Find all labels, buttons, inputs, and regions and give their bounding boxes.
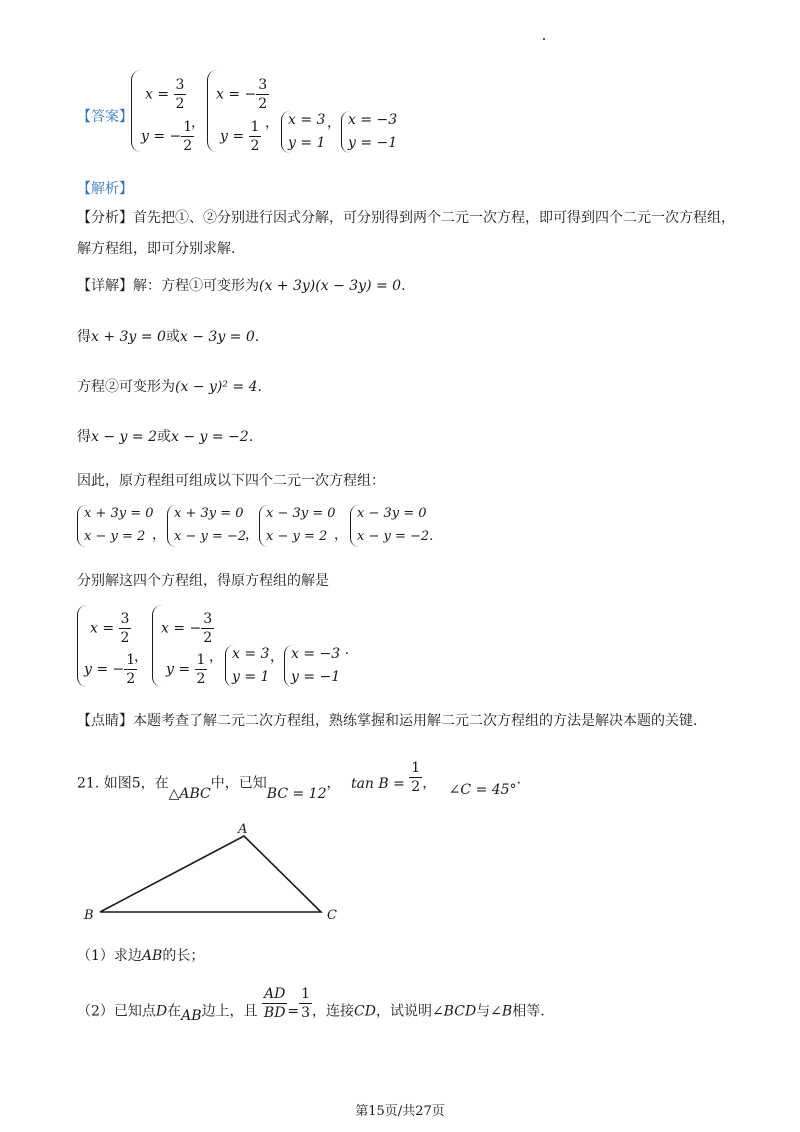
detail-line1: 【详解】解：方程①可变形为(x + 3y)(x − 3y) = 0. — [77, 278, 406, 294]
q21-part1: （1）求边AB的长； — [77, 948, 205, 964]
answer-s3-b: y = 1 — [288, 135, 326, 151]
answer-s2-b: y = $\frac{1}{2}$ — [220, 119, 260, 154]
vertex-b-label: B — [84, 908, 94, 923]
detail-line2: 得x + 3y = 0或x − 3y = 0. — [77, 329, 260, 345]
system-1-b: x − y = 2 — [84, 529, 146, 544]
analysis-label: 【解析】 — [77, 181, 133, 197]
solution-s1-b: y = − $\frac{1}{2}$ — [84, 652, 136, 687]
triangle-figure — [80, 820, 350, 930]
vertex-c-label: C — [327, 908, 337, 923]
q21-line: 21. 如图5，在△ABC中，已知BC = 12， tan B = $\frac{1}{2}$ ， ∠C = 45°· — [77, 760, 522, 802]
q21-part2: （2）已知点D在AB边上，且 $\frac{AD}{BD}$ = $\frac{1}{3}$ ，连接CD，试说明∠BCD与∠B相等. — [77, 986, 545, 1024]
system-sep: ， — [334, 527, 348, 543]
detail-line5: 因此，原方程组可组成以下四个二元一次方程组： — [77, 473, 385, 489]
detail-line4: 得x − y = 2或x − y = −2. — [77, 429, 254, 445]
detail-line3: 方程②可变形为(x − y)² = 4. — [77, 379, 262, 395]
dianjing-line: 【点睛】本题考查了解二元二次方程组，熟练掌握和运用解二元二次方程组的方法是解决本题的关键. — [77, 713, 698, 729]
solution-s2-b: y = $\frac{1}{2}$ — [166, 652, 206, 687]
triangle-abc — [100, 836, 321, 912]
answer-s4-b: y = −1 — [348, 135, 398, 151]
solution-sep: ， — [134, 649, 148, 665]
answer-s2-a: x = − $\frac{3}{2}$ — [216, 77, 268, 112]
answer-s1-a: x = $\frac{3}{2}$ — [145, 77, 185, 112]
answer-s1-b: y = − $\frac{1}{2}$ — [141, 119, 193, 154]
vertex-a-label: A — [238, 822, 248, 837]
stray-dot — [543, 38, 545, 40]
page-footer: 第15页/共27页 — [355, 1104, 445, 1119]
system-3-a: x − 3y = 0 — [266, 506, 336, 521]
fenxi-line2: 解方程组，即可分别求解. — [77, 241, 236, 257]
answer-sep: ， — [265, 115, 279, 131]
answer-s3-a: x = 3 — [288, 112, 326, 128]
solution-s2-a: x = − $\frac{3}{2}$ — [161, 611, 213, 646]
answer-sep: ， — [327, 115, 341, 131]
solution-s3-a: x = 3 — [232, 646, 270, 662]
solution-s3-b: y = 1 — [232, 669, 270, 685]
fenxi-line1: 【分析】首先把①、②分别进行因式分解，可分别得到两个二元一次方程，即可得到四个二元一次方程组， — [77, 210, 735, 226]
system-4-a: x − 3y = 0 — [357, 506, 427, 521]
system-3-b: x − y = 2 — [266, 529, 328, 544]
system-2-a: x + 3y = 0 — [174, 506, 244, 521]
answer-sep: ， — [191, 115, 205, 131]
solution-s4-a: x = −3 · — [291, 646, 350, 662]
detail-line6: 分别解这四个方程组，得原方程组的解是 — [77, 573, 329, 589]
answer-label: 【答案】 — [77, 109, 133, 125]
solution-s4-b: y = −1 — [291, 669, 341, 685]
system-1-a: x + 3y = 0 — [84, 506, 154, 521]
solution-sep: ， — [209, 649, 223, 665]
system-sep: ， — [152, 527, 166, 543]
system-4-b: x − y = −2. — [357, 529, 434, 544]
answer-s4-a: x = −3 — [348, 112, 398, 128]
solution-s1-a: x = $\frac{3}{2}$ — [90, 611, 130, 646]
system-2-b: x − y = −2 — [174, 529, 247, 544]
system-sep: ， — [245, 527, 259, 543]
solution-sep: ， — [270, 649, 284, 665]
